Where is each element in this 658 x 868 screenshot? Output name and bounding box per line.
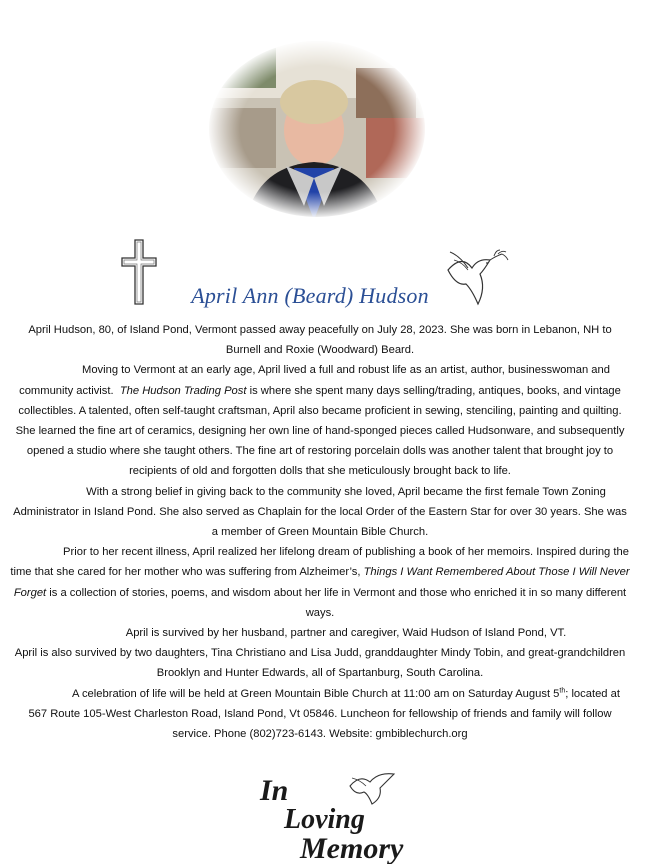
paragraph-celebration bbox=[10, 684, 630, 745]
trading-post-title: The Hudson Trading Post bbox=[119, 384, 247, 397]
paragraph-memoir bbox=[10, 542, 630, 623]
paragraph-life-part1: Moving to Vermont at an early age, April lived a full and robust life as an artist, author, businesswoman and community activist. bbox=[19, 364, 610, 397]
book-title: Things I Want Remembered About Those I Will Never Forget bbox=[13, 566, 630, 599]
memory-line-loving: Loving bbox=[284, 804, 365, 835]
memory-line-memory: Memory bbox=[300, 832, 404, 864]
obituary-text bbox=[10, 320, 630, 744]
paragraph-life bbox=[10, 360, 630, 481]
paragraph-community: With a strong belief in giving back to the community she loved, April became the first female Town Zoning Administrator in Island Pond. She also served as Chaplain for the local Order of the Eastern Star for over 30 years. She was a member of Green Mountain Bible Church. bbox=[13, 485, 627, 539]
page-title: April Ann (Beard) Hudson bbox=[191, 283, 429, 308]
paragraph-intro: April Hudson, 80, of Island Pond, Vermont passed away peacefully on July 28, 2023. She was born in Lebanon, NH to Burnell and Roxie (Woodward) Beard. bbox=[28, 324, 612, 357]
in-loving-memory-graphic bbox=[248, 764, 428, 864]
paragraph-life-part2: is where she spent many days selling/trading, antiques, books, and vintage collectibles. A talented, often self-taught craftsman, April also became proficient in sewing, stenciling, painting and quilting. She learned the fine art of ceramics, designing her own line of hand-sponged pieces called Hudsonware, and subsequently opened a studio where she taught others. The fine art of restoring porcelain dolls was another talent that brought joy to recipients of old and forgotten dolls that she meticulously brought back to life. bbox=[15, 384, 625, 478]
paragraph-memoir-part2: is a collection of stories, poems, and wisdom about her life in Vermont and those who enriched it in so many different ways. bbox=[49, 586, 627, 619]
celebration-part2: ; located at 567 Route 105-West Charleston Road, Island Pond, Vt 05846. Luncheon for fellowship of friends and family will follow service. Phone (802)723-6143. Website: gmbiblechurch.org bbox=[28, 687, 620, 741]
celebration-part1: A celebration of life will be held at Green Mountain Bible Church at 11:00 am on Saturday August 5 bbox=[72, 687, 560, 700]
paragraph-memoir-part1: Prior to her recent illness, April realized her lifelong dream of publishing a book of her memoirs. Inspired during the time that she cared for her mother who was suffering from Alzheimer’s, bbox=[10, 546, 629, 579]
portrait-photo bbox=[206, 38, 428, 220]
memory-line-in: In bbox=[260, 774, 289, 807]
paragraph-survived-husband: April is survived by her husband, partner and caregiver, Waid Hudson of Island Pond, VT. bbox=[125, 627, 567, 640]
paragraph-survived-family: April is also survived by two daughters, Tina Christiano and Lisa Judd, granddaughter Mindy Tobin, and great-grandchildren Brooklyn and Hunter Edwards, all of Spartanburg, South Carolina. bbox=[14, 647, 626, 680]
date-suffix: th bbox=[559, 686, 566, 694]
